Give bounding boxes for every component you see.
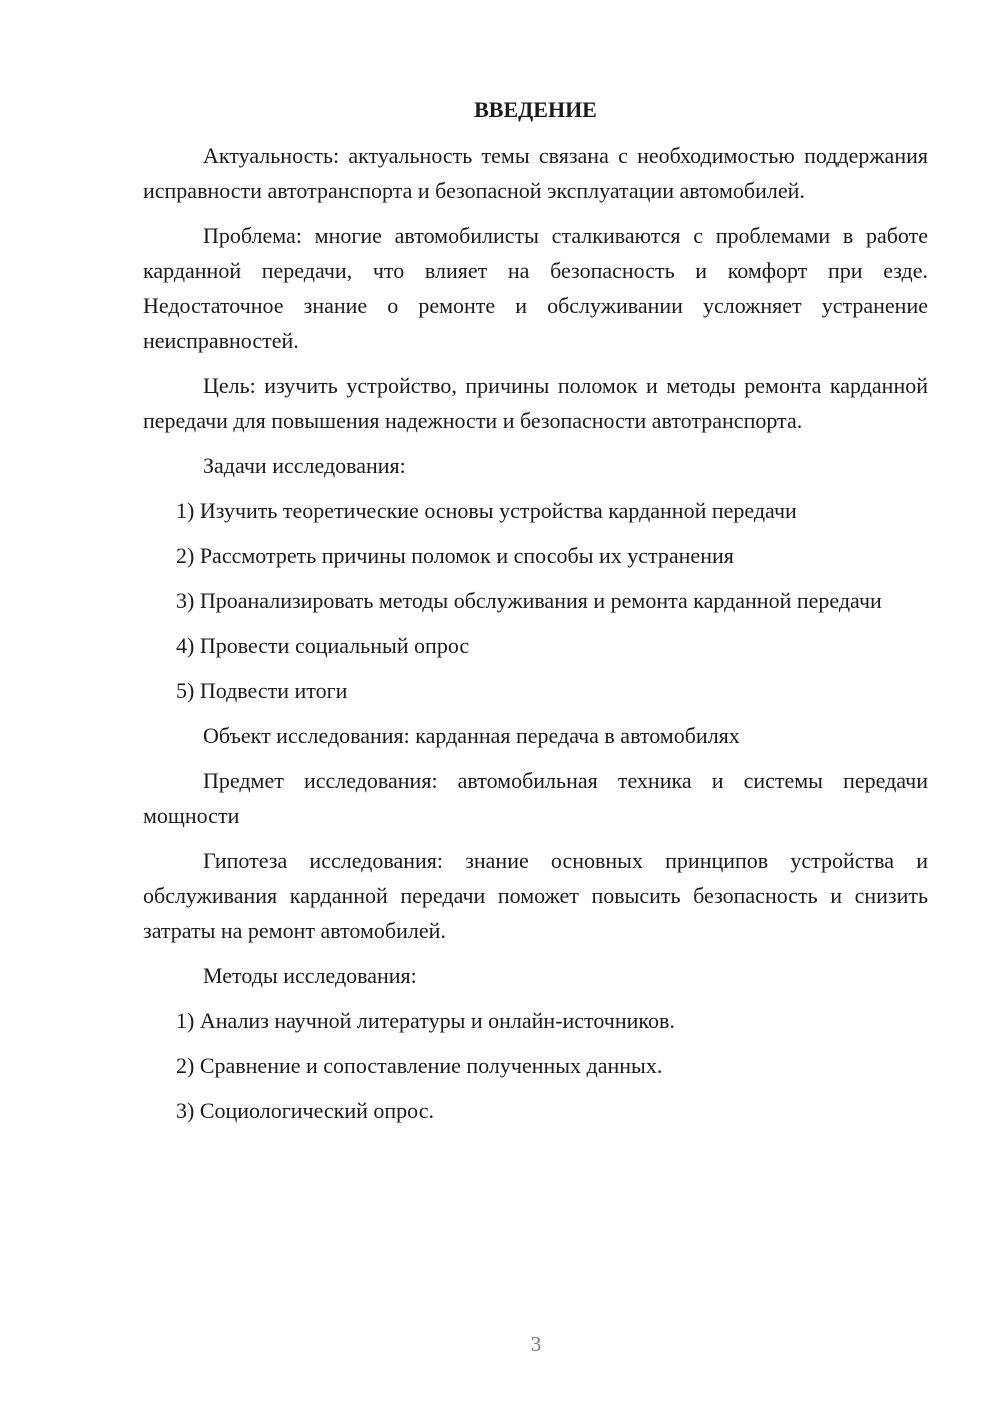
goal-paragraph: Цель: изучить устройство, причины поломок и методы ремонта карданной передачи для повышения надежности и безопасности автотранспорта. <box>143 373 928 433</box>
methods-title: Методы исследования: <box>203 963 417 988</box>
task-item-5: 5) Подвести итоги <box>176 678 348 703</box>
task-item-2: 2) Рассмотреть причины поломок и способы их устранения <box>176 543 734 568</box>
task-item-1: 1) Изучить теоретические основы устройства карданной передачи <box>176 498 797 523</box>
method-item-2: 2) Сравнение и сопоставление полученных данных. <box>176 1053 663 1078</box>
task-item-4: 4) Провести социальный опрос <box>176 633 470 658</box>
task-item-3: 3) Проанализировать методы обслуживания и ремонта карданной передачи <box>176 588 882 613</box>
subject-paragraph: Предмет исследования: автомобильная техника и системы передачи мощности <box>143 768 928 828</box>
method-item-1: 1) Анализ научной литературы и онлайн-источников. <box>176 1008 675 1033</box>
hypothesis-paragraph: Гипотеза исследования: знание основных принципов устройства и обслуживания карданной передачи поможет повысить безопасность и снизить затраты на ремонт автомобилей. <box>143 848 928 943</box>
method-item-3: 3) Социологический опрос. <box>176 1098 434 1123</box>
tasks-title: Задачи исследования: <box>203 453 406 478</box>
document-page <box>143 92 928 1138</box>
page-title: ВВЕДЕНИЕ <box>474 97 597 122</box>
page-number: 3 <box>530 1332 542 1356</box>
relevance-paragraph: Актуальность: актуальность темы связана с необходимостью поддержания исправности автотранспорта и безопасной эксплуатации автомобилей. <box>143 143 928 203</box>
object-paragraph: Объект исследования: карданная передача в автомобилях <box>203 723 740 748</box>
problem-paragraph: Проблема: многие автомобилисты сталкиваются с проблемами в работе карданной передачи, что влияет на безопасность и комфорт при езде. Недостаточное знание о ремонте и обслуживании усложняет устранение неисправностей. <box>143 223 928 353</box>
